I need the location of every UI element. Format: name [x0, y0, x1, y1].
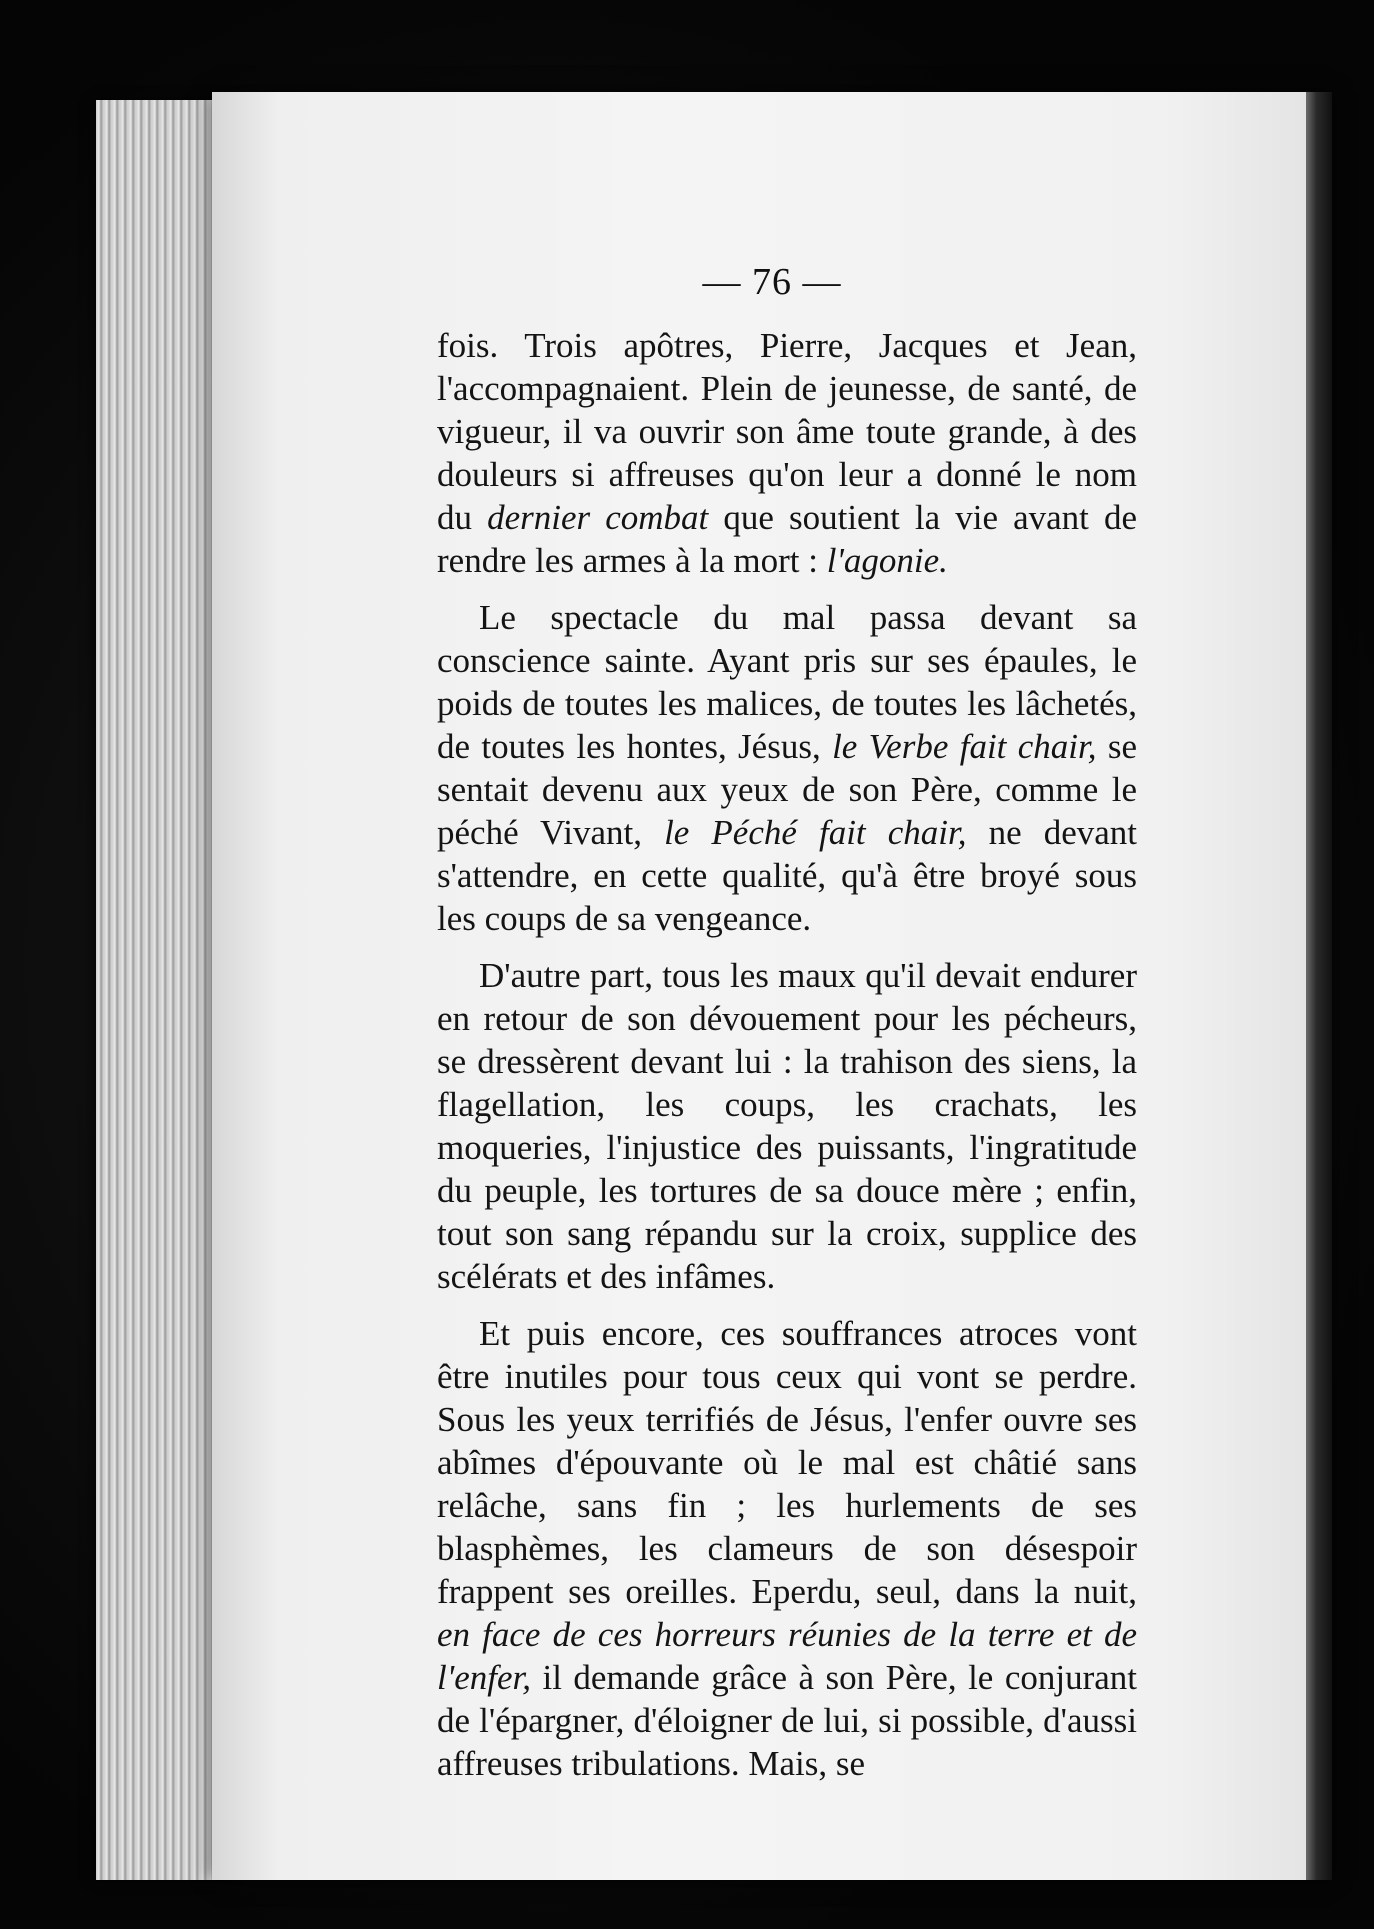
paragraph-1: [437, 324, 1137, 582]
text-run: il demande grâce à son Père, le conjurant de l'épargner, d'éloigner de lui, si possible, d'aussi affreuses tribulations. Mais, se: [437, 1658, 1137, 1783]
text-run: D'autre part, tous les maux qu'il devait endurer en retour de son dévouement pour les pécheurs, se dressèrent devant lui : la trahison des siens, la flagellation, les coups, les crachats, les moqueries, l'injustice des puissants, l'ingratitude du peuple, les tortures de sa douce mère ; enfin, tout son sang répandu sur la croix, supplice des scélérats et des infâmes.: [437, 956, 1137, 1296]
book-spine: [1306, 92, 1332, 1880]
italic-run: dernier combat: [487, 498, 709, 537]
book-page: [212, 92, 1332, 1880]
text-run: fois. Trois apôtres, Pierre, Jacques et Jean, l'accompagnaient. Plein de jeunesse, de santé, de vigueur, il va ouvrir son âme toute grande, à des douleurs si affreuses qu'on leur a donné le nom du: [437, 326, 1137, 537]
text-run: se sentait devenu aux yeux de son Père, comme le péché Vivant,: [437, 727, 1138, 852]
text-run: Et puis encore, ces souffrances atroces vont être inutiles pour tous ceux qui vont se perdre. Sous les yeux terrifiés de Jésus, l'enfer ouvre ses abîmes d'épouvante où le mal est châtié sans relâche, sans fin ; les hurlements de ses blasphèmes, les clameurs de son désespoir frappent ses oreilles. Eperdu, seul, dans la nuit,: [437, 1314, 1137, 1611]
text-run: Le spectacle du mal passa devant sa conscience sainte. Ayant pris sur ses épaules, le poids de toutes les malices, de toutes les lâchetés, de toutes les hontes, Jésus,: [437, 598, 1137, 766]
body-text: [437, 324, 1137, 1799]
paragraph-3: [437, 954, 1137, 1298]
italic-run: en face de ces horreurs réunies de la terre et de l'enfer,: [437, 1615, 1137, 1697]
italic-run: le Péché fait chair,: [664, 813, 967, 852]
text-run: ne devant s'attendre, en cette qualité, qu'à être broyé sous les coups de sa vengeance.: [437, 813, 1138, 938]
text-run: que soutient la vie avant de rendre les armes à la mort :: [437, 498, 1138, 580]
page-number: — 76 —: [702, 261, 842, 303]
paragraph-2: [437, 596, 1137, 940]
italic-run: le Verbe fait chair,: [832, 727, 1097, 766]
paragraph-4: [437, 1312, 1137, 1785]
italic-run: l'agonie.: [826, 541, 948, 580]
